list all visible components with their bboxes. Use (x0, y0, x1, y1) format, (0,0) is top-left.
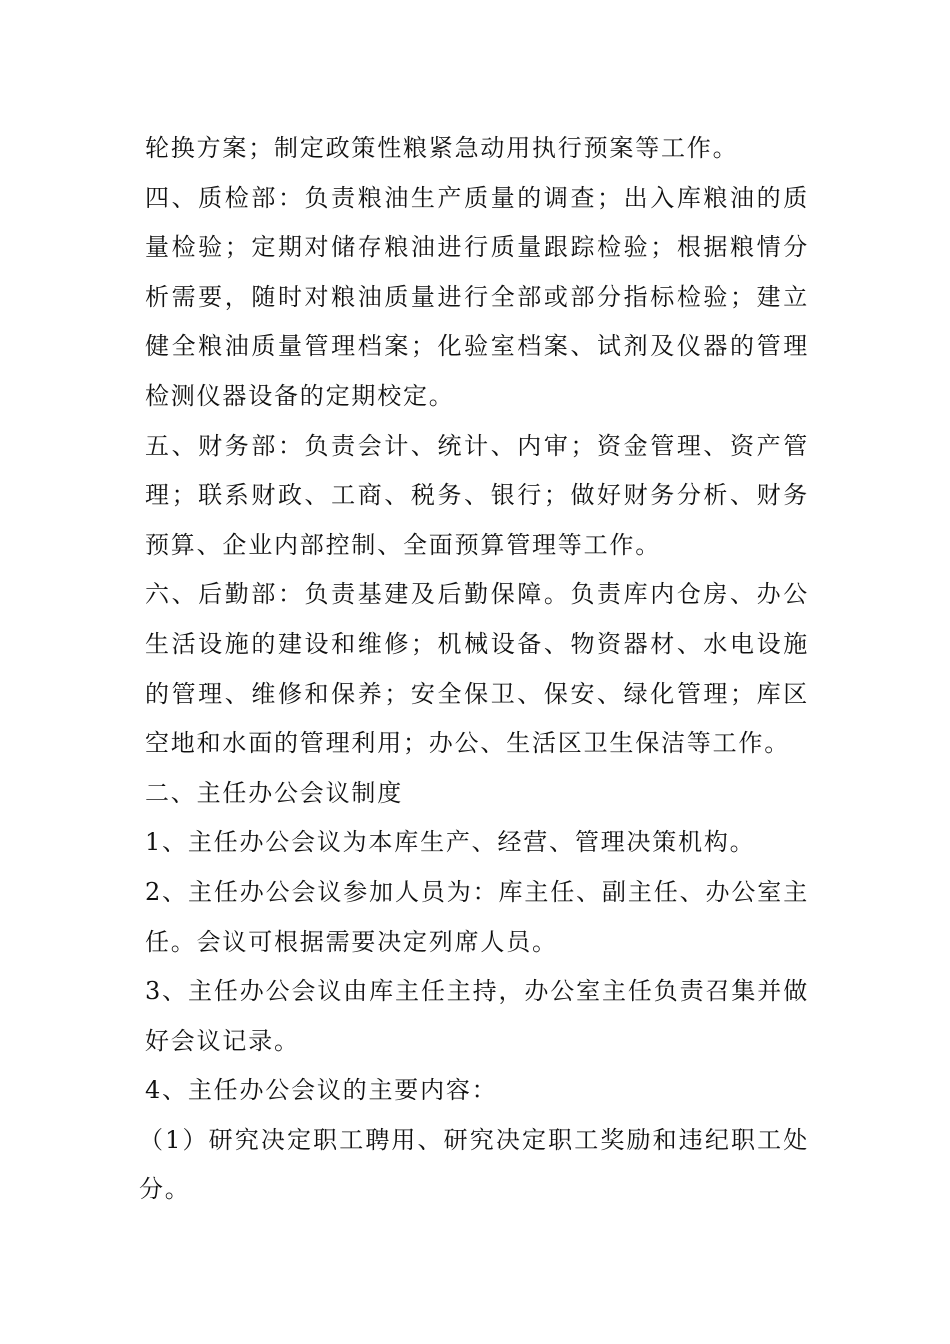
paragraph-logistics-dept: 六、后勤部：负责基建及后勤保障。负责库内仓房、办公生活设施的建设和维修；机械设备、物资器材、水电设施的管理、维修和保养；安全保卫、保安、绿化管理；库区空地和水面的管理利用；办公、生活区卫生保洁等工作。 (145, 580, 809, 758)
paragraph-item-3: 3、主任办公会议由库主任主持，办公室主任负责召集并做好会议记录。 (145, 977, 809, 1055)
paragraph-item-1: 1、主任办公会议为本库生产、经营、管理决策机构。 (145, 828, 756, 857)
paragraph-item-2: 2、主任办公会议参加人员为：库主任、副主任、办公室主任。会议可根据需要决定列席人员。 (145, 877, 809, 956)
paragraph-rotation-plan: 轮换方案；制定政策性粮紧急动用执行预案等工作。 (145, 134, 739, 162)
paragraph-quality-dept: 四、质检部：负责粮油生产质量的调查；出入库粮油的质量检验；定期对储存粮油进行质量跟踪检验；根据粮情分析需要，随时对粮油质量进行全部或部分指标检验；建立健全粮油质量管理档案；化验室档案、试剂及仪器的管理检测仪器设备的定期校定。 (145, 183, 809, 410)
paragraph-subitem-1: （1）研究决定职工聘用、研究决定职工奖励和违纪职工处分。 (139, 1125, 809, 1204)
paragraph-finance-dept: 五、财务部：负责会计、统计、内审；资金管理、资产管理；联系财政、工商、税务、银行；做好财务分析、财务预算、企业内部控制、全面预算管理等工作。 (145, 431, 809, 559)
document-body (139, 124, 809, 1215)
paragraph-item-4: 4、主任办公会议的主要内容： (145, 1076, 498, 1105)
section-heading-meeting-system: 二、主任办公会议制度 (145, 778, 403, 807)
